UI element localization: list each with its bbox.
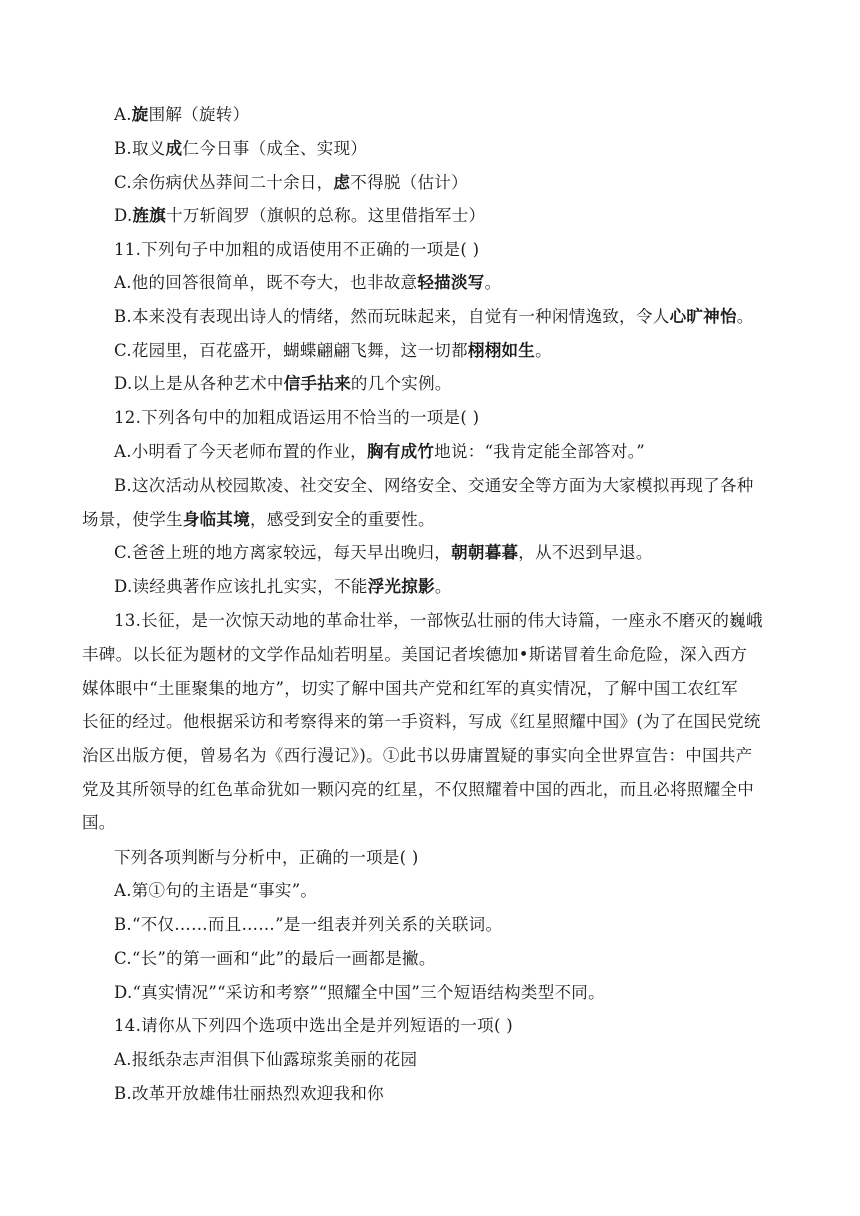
q12-option-b-line-1: B.这次活动从校园欺凌、社交安全、网络安全、交通安全等方面为大家模拟再现了各种 [114,476,754,495]
q11-option-a: A.他的回答很简单，既不夸大，也非故意轻描淡写。 [114,273,502,292]
q14-option-a: A.报纸杂志声泪俱下仙露琼浆美丽的花园 [114,1050,418,1069]
question-13-passage-line-4: 长征的经过。他根据采访和考察得来的第一手资料，写成《红星照耀中国》(为了在国民党统 [82,712,761,731]
question-13-passage-line-2: 丰碑。以长征为题材的文学作品灿若明星。美国记者埃德加•斯诺冒着生命危险，深入西方 [82,645,748,664]
question-13-passage-line-6: 党及其所领导的红色革命犹如一颗闪亮的红星，不仅照耀着中国的西北，而且必将照耀全中 [82,780,754,799]
question-13-passage-line-3: 媒体眼中“土匪聚集的地方”，切实了解中国共产党和红军的真实情况，了解中国工农红军 [82,679,738,698]
q10-option-d: D.旌旗十万斩阎罗（旗帜的总称。这里借指军士） [114,206,486,225]
q13-option-b: B.“不仅……而且……”是一组表并列关系的关联词。 [114,915,503,934]
question-11-stem: 11.下列句子中加粗的成语使用不正确的一项是( ) [114,240,480,259]
q11-option-c: C.花园里，百花盛开，蝴蝶翩翩飞舞，这一切都栩栩如生。 [114,341,552,360]
question-12-stem: 12.下列各句中的加粗成语运用不恰当的一项是( ) [114,408,480,427]
q10-option-b: B.取义成仁今日事（成全、实现） [114,139,368,158]
q12-option-c: C.爸爸上班的地方离家较远，每天早出晚归，朝朝暮暮，从不迟到早退。 [114,543,653,562]
q11-option-d: D.以上是从各种艺术中信手拈来的几个实例。 [114,374,452,393]
q12-option-a: A.小明看了今天老师布置的作业，胸有成竹地说：“我肯定能全部答对。” [114,442,645,461]
question-13-stem: 下列各项判断与分析中，正确的一项是( ) [114,848,419,867]
q13-option-c: C.“长”的第一画和“此”的最后一画都是撇。 [114,949,436,968]
question-13-passage-line-7: 国。 [82,813,116,832]
question-13-passage-line-5: 治区出版方便，曾易名为《西行漫记》)。①此书以毋庸置疑的事实向全世界宣告：中国共产 [82,746,753,765]
q10-option-c: C.余伤病伏丛莽间二十余日，虑不得脱（估计） [114,173,468,192]
q12-option-b-line-2: 场景，使学生身临其境，感受到安全的重要性。 [82,510,435,529]
q10-option-a: A.旋围解（旋转） [114,105,250,124]
q11-option-b: B.本来没有表现出诗人的情绪，然而玩昧起来，自觉有一种闲情逸致，令人心旷神怡。 [114,307,754,326]
q12-option-d: D.读经典著作应该扎扎实实，不能浮光掠影。 [114,577,452,596]
q14-option-b: B.改革开放雄伟壮丽热烈欢迎我和你 [114,1084,384,1103]
question-14-stem: 14.请你从下列四个选项中选出全是并列短语的一项( ) [114,1016,513,1035]
question-13-passage-line-1: 13.长征，是一次惊天动地的革命壮举，一部恢弘壮丽的伟大诗篇，一座永不磨灭的巍峨 [114,611,763,630]
q13-option-d: D.“真实情况”“采访和考察”“照耀全中国”三个短语结构类型不同。 [114,983,605,1002]
q13-option-a: A.第①句的主语是“事实”。 [114,881,318,900]
